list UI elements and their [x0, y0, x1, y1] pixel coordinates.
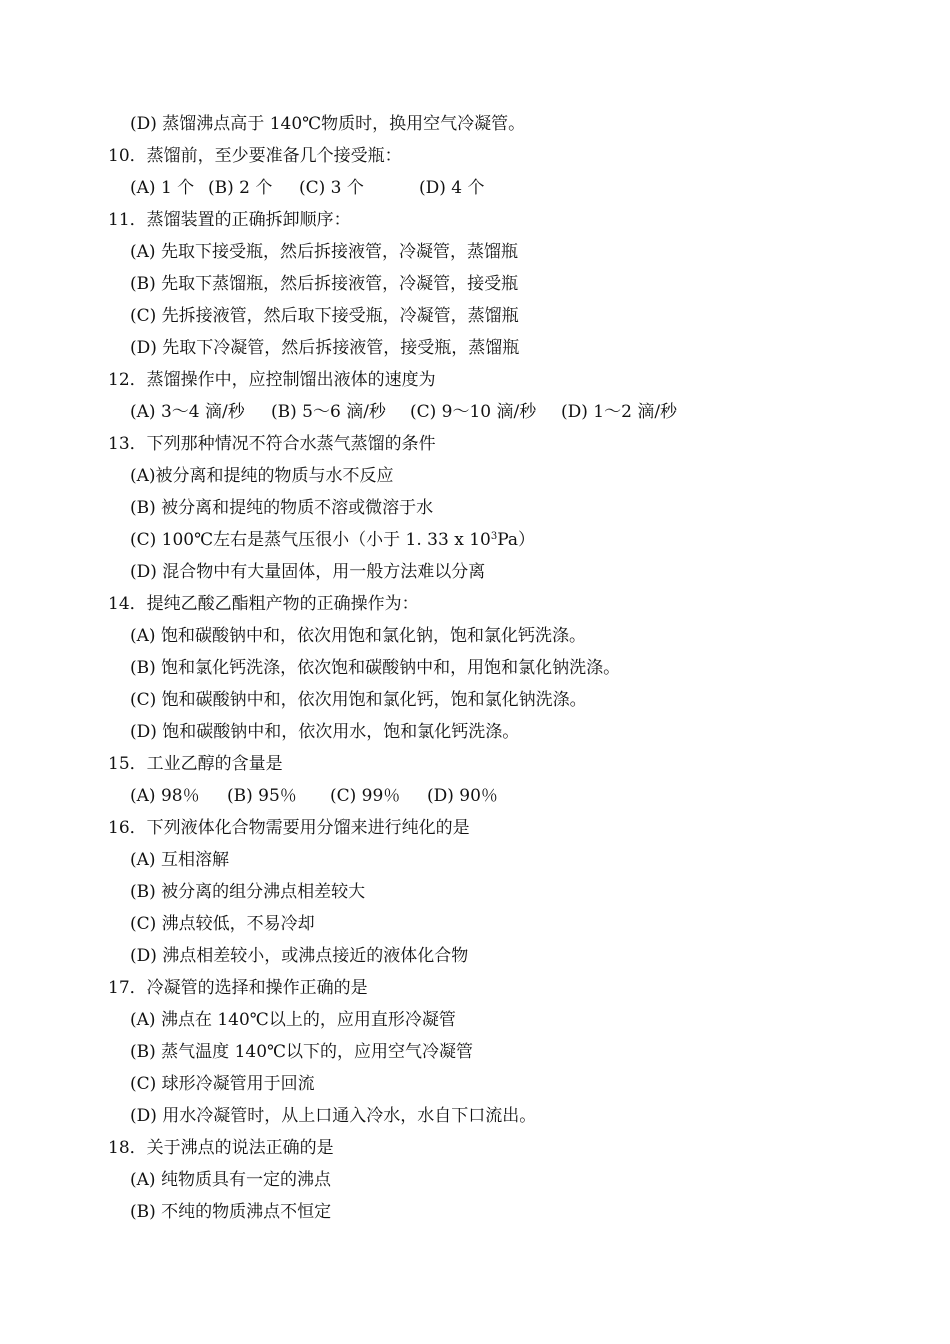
q10-stem: 10．蒸馏前，至少要准备几个接受瓶： [108, 146, 402, 166]
q15-option-a: (A) 98％ [130, 786, 200, 806]
q15-option-c: (C) 99％ [330, 786, 401, 806]
q12-option-b: (B) 5～6 滴/秒 [271, 402, 386, 422]
q14-option-b: (B) 饱和氯化钙洗涤，依次饱和碳酸钠中和，用饱和氯化钠洗涤。 [130, 658, 621, 678]
q13-option-c-exponent: 3 [490, 531, 498, 542]
q13-option-c-text: (C) 100℃左右是蒸气压很小（小于 1. 33 x 10 [130, 530, 491, 550]
q11-option-c: (C) 先拆接液管，然后取下接受瓶，冷凝管，蒸馏瓶 [130, 306, 519, 326]
q10-option-d: (D) 4 个 [419, 178, 485, 198]
q16-stem: 16．下列液体化合物需要用分馏来进行纯化的是 [108, 818, 470, 838]
q13-option-b: (B) 被分离和提纯的物质不溶或微溶于水 [130, 498, 434, 518]
q15-options [130, 785, 498, 807]
q13-option-c [130, 529, 535, 551]
q15-option-b: (B) 95％ [227, 786, 297, 806]
q11-option-b: (B) 先取下蒸馏瓶，然后拆接液管，冷凝管，接受瓶 [130, 274, 519, 294]
q18-option-a: (A) 纯物质具有一定的沸点 [130, 1170, 331, 1190]
q13-option-d: (D) 混合物中有大量固体，用一般方法难以分离 [130, 562, 486, 582]
q11-option-d: (D) 先取下冷凝管，然后拆接液管，接受瓶，蒸馏瓶 [130, 338, 520, 358]
q16-option-d: (D) 沸点相差较小，或沸点接近的液体化合物 [130, 946, 469, 966]
q12-option-a: (A) 3～4 滴/秒 [130, 402, 245, 422]
q12-options [130, 401, 677, 423]
q17-stem: 17．冷凝管的选择和操作正确的是 [108, 978, 368, 998]
q10-options [130, 177, 485, 199]
q15-stem: 15．工业乙醇的含量是 [108, 754, 283, 774]
q18-stem: 18．关于沸点的说法正确的是 [108, 1138, 334, 1158]
q16-option-c: (C) 沸点较低，不易冷却 [130, 914, 315, 934]
q10-option-b: (B) 2 个 [208, 178, 273, 198]
q14-option-a: (A) 饱和碳酸钠中和，依次用饱和氯化钠，饱和氯化钙洗涤。 [130, 626, 586, 646]
q17-option-c: (C) 球形冷凝管用于回流 [130, 1074, 315, 1094]
q10-option-a: (A) 1 个 [130, 178, 195, 198]
q14-stem: 14．提纯乙酸乙酯粗产物的正确操作为： [108, 594, 419, 614]
q13-option-c-unit: Pa） [497, 530, 536, 550]
q17-option-d: (D) 用水冷凝管时，从上口通入冷水，水自下口流出。 [130, 1106, 537, 1126]
q16-option-b: (B) 被分离的组分沸点相差较大 [130, 882, 366, 902]
q13-stem: 13．下列那种情况不符合水蒸气蒸馏的条件 [108, 434, 436, 454]
q13-option-a: (A)被分离和提纯的物质与水不反应 [130, 466, 394, 486]
q12-option-c: (C) 9～10 滴/秒 [410, 402, 537, 422]
q14-option-d: (D) 饱和碳酸钠中和，依次用水，饱和氯化钙洗涤。 [130, 722, 520, 742]
q9-option-d: (D) 蒸馏沸点高于 140℃物质时，换用空气冷凝管。 [130, 114, 526, 134]
q11-option-a: (A) 先取下接受瓶，然后拆接液管，冷凝管，蒸馏瓶 [130, 242, 518, 262]
q14-option-c: (C) 饱和碳酸钠中和，依次用饱和氯化钙，饱和氯化钠洗涤。 [130, 690, 587, 710]
q18-option-b: (B) 不纯的物质沸点不恒定 [130, 1202, 332, 1222]
q12-stem: 12．蒸馏操作中，应控制馏出液体的速度为 [108, 370, 436, 390]
q11-stem: 11．蒸馏装置的正确拆卸顺序： [108, 210, 351, 230]
q12-option-d: (D) 1～2 滴/秒 [561, 402, 678, 422]
q17-option-b: (B) 蒸气温度 140℃以下的，应用空气冷凝管 [130, 1042, 474, 1062]
q15-option-d: (D) 90％ [427, 786, 498, 806]
q16-option-a: (A) 互相溶解 [130, 850, 229, 870]
q10-option-c: (C) 3 个 [299, 178, 364, 198]
q17-option-a: (A) 沸点在 140℃以上的，应用直形冷凝管 [130, 1010, 456, 1030]
